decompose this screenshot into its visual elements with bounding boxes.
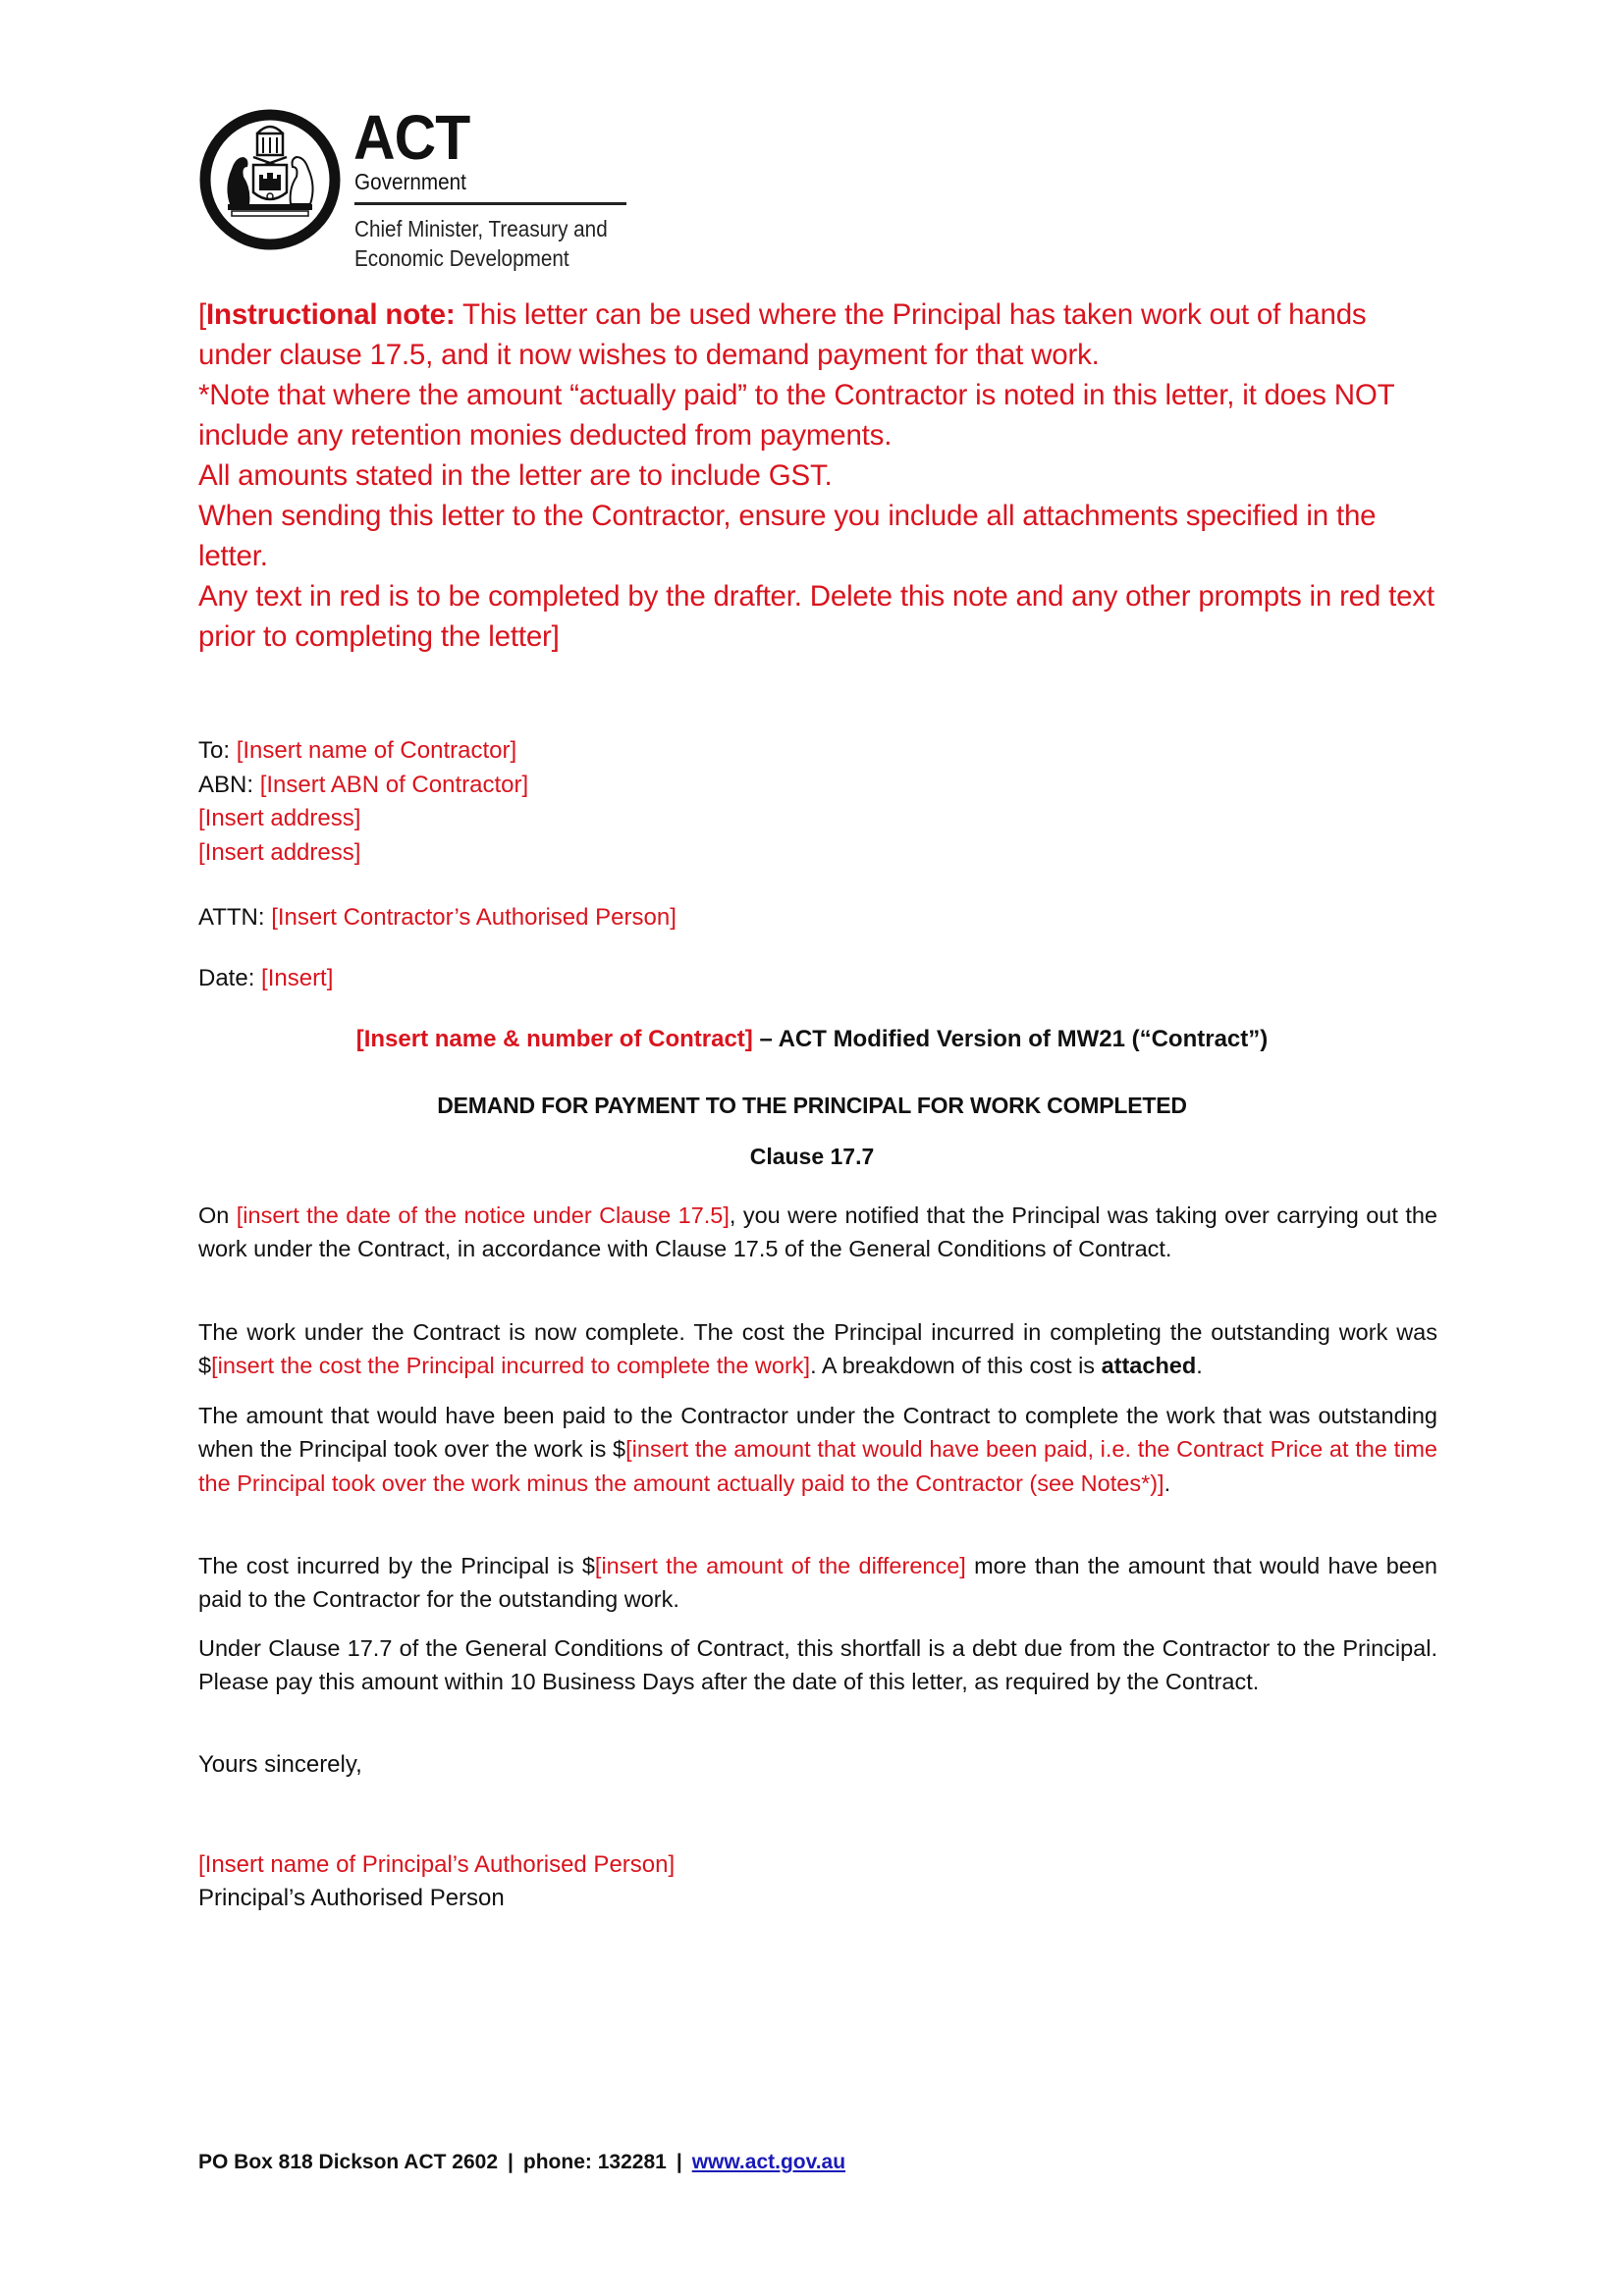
completion-cost-placeholder[interactable]: [insert the cost the Principal incurred to complete the work]	[211, 1353, 811, 1379]
contractor-name-placeholder[interactable]: [Insert name of Contractor]	[236, 737, 517, 764]
attn-line	[198, 901, 677, 934]
notice-date-placeholder[interactable]: [insert the date of the notice under Clause 17.5]	[236, 1202, 730, 1228]
footer-separator: |	[508, 2151, 514, 2173]
abn-line	[198, 769, 528, 803]
note-open-bracket: [	[198, 298, 206, 331]
contract-name-placeholder[interactable]: [Insert name & number of Contract]	[355, 1026, 753, 1052]
website-link[interactable]: www.act.gov.au	[691, 2151, 846, 2173]
instructional-note	[198, 294, 1445, 657]
page-footer	[198, 2148, 845, 2177]
p1-text-a: On	[198, 1202, 237, 1228]
act-coat-of-arms-icon	[198, 108, 342, 251]
p2-text-a: The work under the Contract is now complete. The cost the Principal incurred in completing the outstanding work was $	[198, 1319, 1437, 1379]
note-line1: This letter can be used where the Principal has taken work out of hands under clause 17.5, and it now wishes to demand payment for that work.	[198, 298, 1367, 371]
address-line-1-placeholder[interactable]: [Insert address]	[198, 805, 361, 831]
note-paragraph-5: Any text in red is to be completed by the drafter. Delete this note and any other prompts in red text prior to completing the letter]	[198, 580, 1435, 653]
p3-text-a: The amount that would have been paid to the Contractor under the Contract to complete the work that was outstanding when the Principal took over the work is $	[198, 1403, 1437, 1463]
note-label: Instructional note:	[206, 298, 456, 331]
note-paragraph-3: All amounts stated in the letter are to include GST.	[198, 459, 833, 492]
footer-address: PO Box 818 Dickson ACT 2602	[198, 2151, 499, 2173]
logo-department-line2: Economic Development	[354, 245, 569, 271]
footer-phone: phone: 132281	[522, 2151, 667, 2173]
body-paragraph-amount	[198, 1399, 1437, 1500]
note-paragraph-1	[198, 294, 1445, 375]
address-line-2-placeholder[interactable]: [Insert address]	[198, 838, 361, 866]
to-line	[198, 734, 528, 769]
p1-text-b: , you were notified that the Principal was taking over carrying out the work under the Contract, in accordance with Clause 17.5 of the General Conditions of Contract.	[198, 1202, 1437, 1262]
logo-department	[354, 214, 608, 273]
closing-salutation: Yours sincerely,	[198, 1751, 362, 1778]
p2-text-b: . A breakdown of this cost is	[810, 1353, 1102, 1379]
date-label: Date:	[198, 965, 262, 991]
note-paragraph-4: When sending this letter to the Contractor, ensure you include all attachments specified in the letter.	[198, 500, 1377, 572]
recipient-address-block	[198, 734, 528, 870]
attn-label: ATTN:	[198, 904, 272, 931]
p4-text-a: The cost incurred by the Principal is $	[198, 1553, 595, 1578]
clause-reference: Clause 17.7	[749, 1144, 875, 1169]
contractor-abn-placeholder[interactable]: [Insert ABN of Contractor]	[259, 771, 529, 798]
amount-would-have-been-paid-placeholder[interactable]: [insert the amount that would have been paid, i.e. the Contract Price at the time the Principal took over the work minus the amount actually paid to the Contractor (see Notes*)]	[198, 1436, 1437, 1496]
contract-heading-rest: – ACT Modified Version of MW21 (“Contract”)	[752, 1026, 1269, 1052]
attached-emphasis: attached	[1101, 1353, 1197, 1379]
contractor-authorised-person-placeholder[interactable]: [Insert Contractor’s Authorised Person]	[271, 904, 677, 931]
body-paragraph-cost	[198, 1315, 1437, 1383]
p4-text-b: more than the amount that would have been paid to the Contractor for the outstanding work.	[198, 1553, 1437, 1613]
date-placeholder[interactable]: [Insert]	[261, 965, 334, 991]
note-paragraph-2: *Note that where the amount “actually paid” to the Contractor is noted in this letter, it does NOT include any retention monies deducted from payments.	[198, 379, 1394, 452]
letter-title: DEMAND FOR PAYMENT TO THE PRINCIPAL FOR WORK COMPLETED	[437, 1093, 1187, 1118]
difference-amount-placeholder[interactable]: [insert the amount of the difference]	[594, 1553, 966, 1578]
body-paragraph-notice	[198, 1199, 1437, 1266]
logo-subtitle: Government	[354, 169, 466, 194]
signatory-role: Principal’s Authorised Person	[198, 1885, 505, 1911]
act-government-logo	[196, 102, 638, 278]
footer-separator: |	[676, 2151, 682, 2173]
logo-department-line1: Chief Minister, Treasury and	[354, 216, 608, 241]
logo-divider	[354, 202, 626, 205]
to-label: To:	[198, 737, 237, 764]
principal-authorised-person-placeholder[interactable]: [Insert name of Principal’s Authorised Person]	[198, 1851, 676, 1878]
date-line	[198, 962, 333, 995]
body-paragraph-difference	[198, 1549, 1437, 1617]
abn-label: ABN:	[198, 771, 260, 798]
logo-wordmark: ACT	[353, 102, 470, 173]
body-paragraph-debt: Under Clause 17.7 of the General Conditions of Contract, this shortfall is a debt due from the Contractor to the Principal. Please pay this amount within 10 Business Days after the date of this letter, as required by the Contract.	[198, 1635, 1437, 1695]
contract-heading	[0, 1023, 1624, 1056]
p3-text-b: .	[1164, 1469, 1171, 1496]
p2-text-c: .	[1196, 1353, 1203, 1379]
